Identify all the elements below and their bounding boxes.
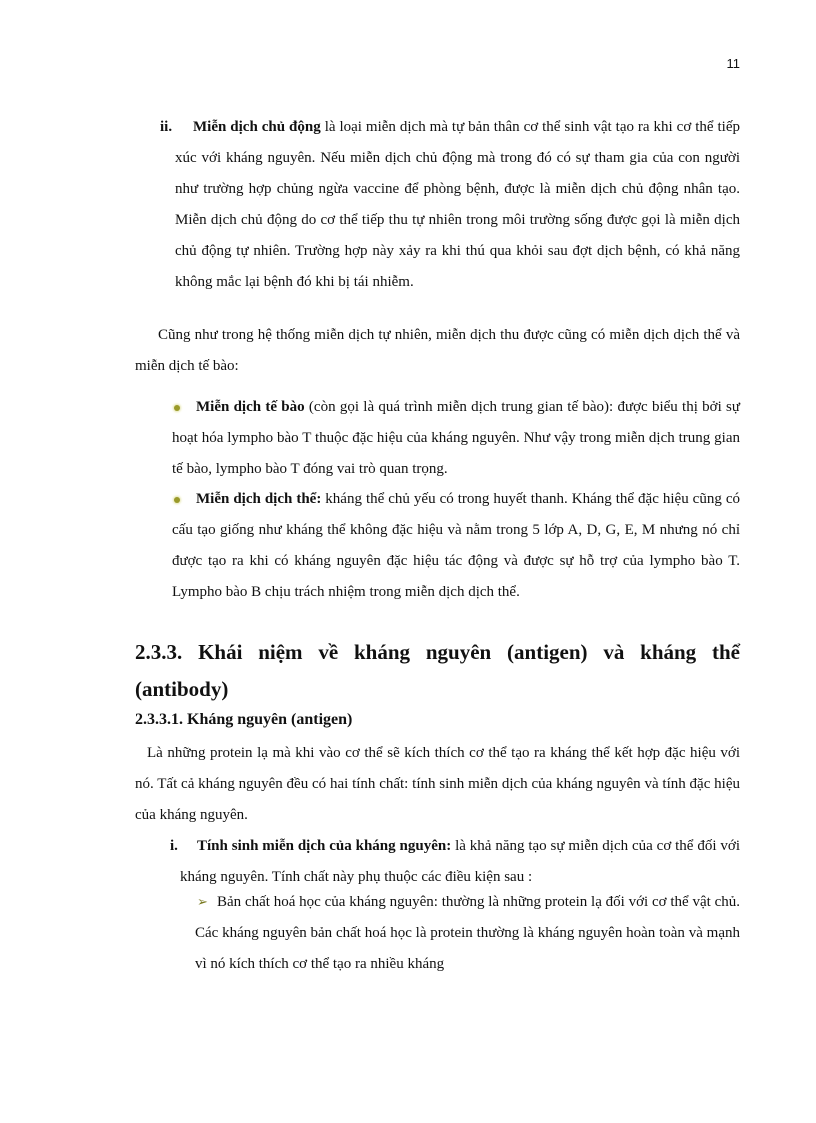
section-heading-2-3-3: 2.3.3. Khái niệm về kháng nguyên (antigen) và kháng thể (antibody) [135,640,740,701]
bullet-dot-icon [174,405,180,411]
item-ii-marker: ii. [160,119,173,135]
item-ii-title: Miễn dịch chủ động [193,119,321,135]
item-i-title: Tính sinh miễn dịch của kháng nguyên: [197,838,452,854]
bullet-title: Miễn dịch tế bào [196,399,305,415]
bullet-dot-icon [174,497,180,503]
item-ii-paragraph [160,112,740,298]
bullet-text: (còn gọi là quá trình miễn dịch trung gian tế bào): được biểu thị bởi sự hoạt hóa lympho bào T thuộc đặc hiệu của kháng nguyên. Như vậy trong miễn dịch trung gian tế bào, lympho bào T đóng vai trò quan trọng. [172,399,740,477]
bullet-title: Miễn dịch dịch thể: [196,491,322,507]
item-i-text: là khả năng tạo sự miễn dịch của cơ thể đối với kháng nguyên. Tính chất này phụ thuộc các điều kiện sau : [180,838,740,885]
item-i-paragraph [170,831,740,893]
arrow-list-item [195,887,740,980]
item-i-marker: i. [170,838,178,854]
page-number: 11 [726,56,740,71]
bullet-item-humoral-immunity [172,484,740,608]
item-ii-text: là loại miễn dịch mà tự bản thân cơ thể sinh vật tạo ra khi cơ thể tiếp xúc với kháng nguyên. Nếu miễn dịch chủ động mà trong đó có sự tham gia của con người như trường hợp chủng ngừa vaccine để phòng bệnh, được là miễn dịch chủ động nhân tạo. Miễn dịch chủ động do cơ thể tiếp thu tự nhiên trong môi trường sống được gọi là miễn dịch chủ động tự nhiên. Trường hợp này xảy ra khi thú qua khỏi sau đợt dịch bệnh, có khả năng không mắc lại bệnh đó khi bị tái nhiễm. [175,119,740,290]
intro-paragraph: Cũng như trong hệ thống miễn dịch tự nhiên, miễn dịch thu được cũng có miễn dịch dịch thể và miễn dịch tế bào: [135,327,740,374]
arrow-item-text: Bản chất hoá học của kháng nguyên: thường là những protein lạ đối với cơ thể vật chủ. Các kháng nguyên bản chất hoá học là protein thường là kháng nguyên hoàn toàn và mạnh vì nó kích thích cơ thể tạo ra nhiều kháng [195,894,740,972]
antigen-paragraph: Là những protein lạ mà khi vào cơ thể sẽ kích thích cơ thể tạo ra kháng thể kết hợp đặc hiệu với nó. Tất cả kháng nguyên đều có hai tính chất: tính sinh miễn dịch của kháng nguyên và tính đặc hiệu của kháng nguyên. [135,745,740,823]
bullet-item-cell-immunity [172,392,740,485]
bullet-text: kháng thể chủ yếu có trong huyết thanh. Kháng thể đặc hiệu cũng có cấu tạo giống như kháng thể không đặc hiệu và nằm trong 5 lớp A, D, G, E, M nhưng nó chỉ được tạo ra khi có kháng nguyên đặc hiệu tác động và được sự hỗ trợ của lympho bào T. Lympho bào B chịu trách nhiệm trong miễn dịch dịch thể. [172,491,740,600]
arrow-bullet-icon: ➢ [197,895,208,910]
section-heading-2-3-3-1: 2.3.3.1. Kháng nguyên (antigen) [135,711,353,728]
